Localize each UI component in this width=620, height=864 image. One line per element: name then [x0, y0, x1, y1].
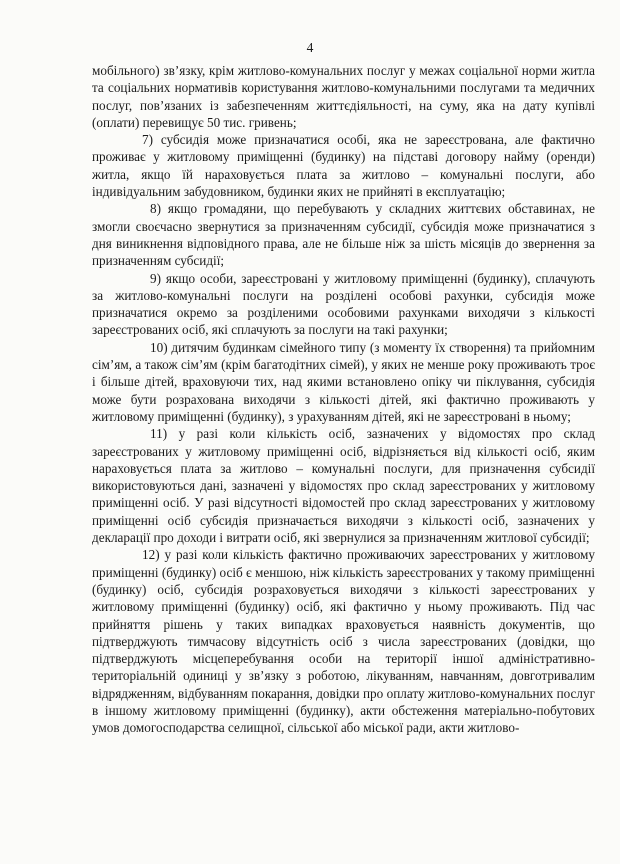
paragraph-item-8: 8) якщо громадяни, що перебувають у складних життєвих обставинах, не змогли своєчасно звернутися за призначенням субсидії, субсидія може призначатися з дня виникнення відповідного права, але не більше ніж за шість місяців до звернення за призначенням субсидії; [92, 201, 595, 269]
document-body [92, 62, 595, 737]
paragraph-continued: мобільного) зв’язку, крім житлово-комунальних послуг у межах соціальної норми житла та соціальних нормативів користування житлово-комунальними послугами та медичних послуг, пов’язаних із забезпеченням життєдіяльності, на суму, яка на дату купівлі (оплати) перевищує 50 тис. гривень; [92, 63, 595, 130]
paragraph-item-12: 12) у разі коли кількість фактично проживаючих зареєстрованих у житловому приміщенні (будинку) осіб є меншою, ніж кількість зареєстрованих у такому приміщенні (будинку) осіб, субсидія розраховується виходячи з кількості зареєстрованих у житловому приміщенні (будинку) осіб, які фактично у ньому проживають. Під час прийняття рішень у таких випадках враховується наявність документів, що підтверджують тимчасову відсутність осіб з числа зареєстрованих (довідки, що підтверджують місцеперебування особи на території іншої адміністративно-територіальній одиниці у зв’язку з роботою, лікуванням, навчанням, довготривалим відрядженням, відбуванням покарання, довідки про оплату житлово-комунальних послуг в іншому житловому приміщенні (будинку), акти обстеження матеріально-побутових умов домогосподарства селищної, сільської або міської ради, акти житлово- [92, 547, 595, 736]
paragraph-item-7: 7) субсидія може призначатися особі, яка не зареєстрована, але фактично проживає у житловому приміщенні (будинку) на підставі договору найму (оренди) житла, якщо їй нараховується плата за житлово – комунальні послуги, або індивідуальним забудовником, будинки яких не прийняті в експлуатацію; [92, 132, 595, 200]
paragraph-item-11: 11) у разі коли кількість осіб, зазначених у відомостях про склад зареєстрованих у житловому приміщенні осіб, відрізняється від кількості осіб, яким нараховується плата за житлово – комунальні послуги, для призначення субсидії використовуються дані, зазначені у відомостях про склад зареєстрованих у житловому приміщенні осіб. У разі відсутності відомостей про склад зареєстрованих у житловому приміщенні осіб субсидія призначається виходячи з кількості осіб, зазначених у декларації про доходи і витрати осіб, які звернулися за призначенням житлової субсидії; [92, 426, 595, 546]
paragraph-item-10: 10) дитячим будинкам сімейного типу (з моменту їх створення) та прийомним сім’ям, а також сім’ям (крім багатодітних сімей), у яких не менше року проживають троє і більше дітей, враховуючи тих, над якими встановлено опіку чи піклування, субсидія може бути розрахована виходячи з кількості дітей, які фактично проживають у житловому приміщенні (будинку), з урахуванням дітей, які не зареєстровані в ньому; [92, 339, 595, 424]
page-number: 4 [306, 40, 314, 55]
paragraph-item-9: 9) якщо особи, зареєстровані у житловому приміщенні (будинку), сплачують за житлово-комунальні послуги на розділені особові рахунки, субсидія може призначатися окремо за розділеними особовими рахунками виходячи з кількості зареєстрованих осіб, які сплачують за послуги на такі рахунки; [92, 270, 595, 338]
